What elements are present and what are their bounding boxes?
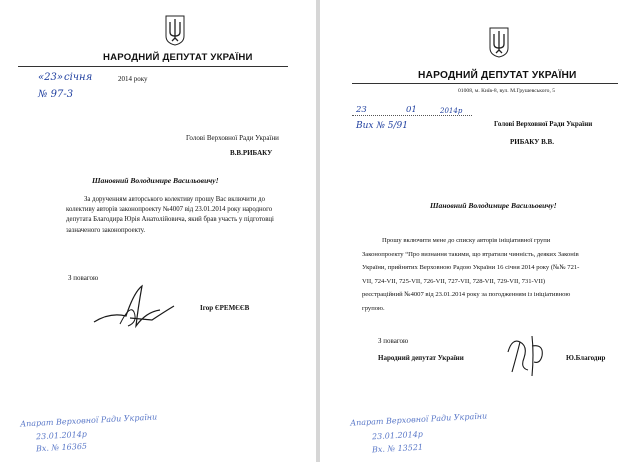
- header-rule: [18, 66, 288, 67]
- signatory-name: Ю.Благодир: [566, 354, 606, 362]
- recipient-line2: В.В.РИБАКУ: [230, 149, 273, 157]
- stamp-line1: Апарат Верховної Ради України: [349, 411, 488, 428]
- reg-number: Вих № 5/91: [356, 121, 408, 131]
- body-line: зазначеного законопроекту.: [66, 226, 146, 234]
- recipient-line1: Голові Верховної Ради України: [494, 120, 593, 128]
- recipient-line2: РИБАКУ В.В.: [510, 138, 554, 146]
- date-day: 23: [356, 105, 367, 115]
- signature-icon: [498, 332, 558, 380]
- signature-icon: [90, 282, 180, 332]
- closing: З повагою: [68, 274, 99, 282]
- date-month: січня: [64, 72, 93, 83]
- date-day: «23»: [38, 72, 63, 83]
- body-line: групою.: [362, 304, 385, 312]
- stamp-line2: 23.01.2014р: [35, 429, 88, 442]
- salutation: Шановний Володимире Васильовичу!: [430, 201, 557, 210]
- stamp-line2: 23.01.2014р: [371, 429, 424, 442]
- body-line: колективу авторів законопроекту №4007 від 23.01.2014 року народного: [66, 206, 273, 214]
- trident-emblem-icon: [488, 26, 510, 58]
- stamp-line1: Апарат Верховної Ради України: [19, 412, 158, 429]
- body-line: реєстраційний №4007 від 23.01.2014 року за погодженням із ініціативною: [362, 291, 571, 299]
- letter-header-title: НАРОДНИЙ ДЕПУТАТ УКРАЇНИ: [418, 70, 577, 81]
- letter-header-title: НАРОДНИЙ ДЕПУТАТ УКРАЇНИ: [103, 52, 253, 63]
- letter-body: [362, 234, 620, 316]
- body-line: Законопроекту “Про визнання такими, що втратили чинність, деяких Законів: [362, 250, 579, 258]
- date-month: 01: [406, 105, 417, 115]
- date-year: 2014 року: [118, 75, 148, 83]
- body-line: України, прийнятих Верховною Радою України 16 січня 2014 року (№№ 721-: [362, 264, 580, 272]
- recipient-line1: Голові Верховної Ради України: [186, 134, 279, 142]
- body-line: Прошу включити мене до списку авторів ініціативної групи: [382, 237, 551, 244]
- letter-right: [322, 0, 640, 462]
- date-year: 2014р: [440, 107, 463, 115]
- letter-left: [0, 0, 314, 462]
- stamp-line3: Вх. № 16365: [35, 441, 88, 454]
- address: 01008, м. Київ-8, вул. М.Грушевського, 5: [458, 88, 556, 94]
- salutation: Шановний Володимире Васильовичу!: [92, 176, 219, 185]
- closing: З повагою: [378, 337, 409, 345]
- date-rule: [352, 115, 472, 116]
- stamp-line3: Вх. № 13521: [371, 442, 424, 455]
- page-divider: [316, 0, 320, 462]
- signatory-title: Народний депутат України: [378, 354, 464, 362]
- body-line: VII, 724-VII, 725-VII, 726-VII, 727-VII, 728-VII, 729-VII, 731-VII): [362, 277, 546, 285]
- trident-emblem-icon: [164, 14, 186, 46]
- body-line: За дорученням авторського колективу прошу Вас включити до: [84, 196, 265, 203]
- letter-body: [66, 195, 302, 236]
- header-rule: [352, 83, 618, 84]
- reg-number: № 97-3: [38, 89, 74, 100]
- signatory-name: Ігор ЄРЕМЄЄВ: [200, 304, 250, 312]
- body-line: депутата Благодира Юрія Анатолійовича, який брав участь у підготовці: [66, 216, 274, 224]
